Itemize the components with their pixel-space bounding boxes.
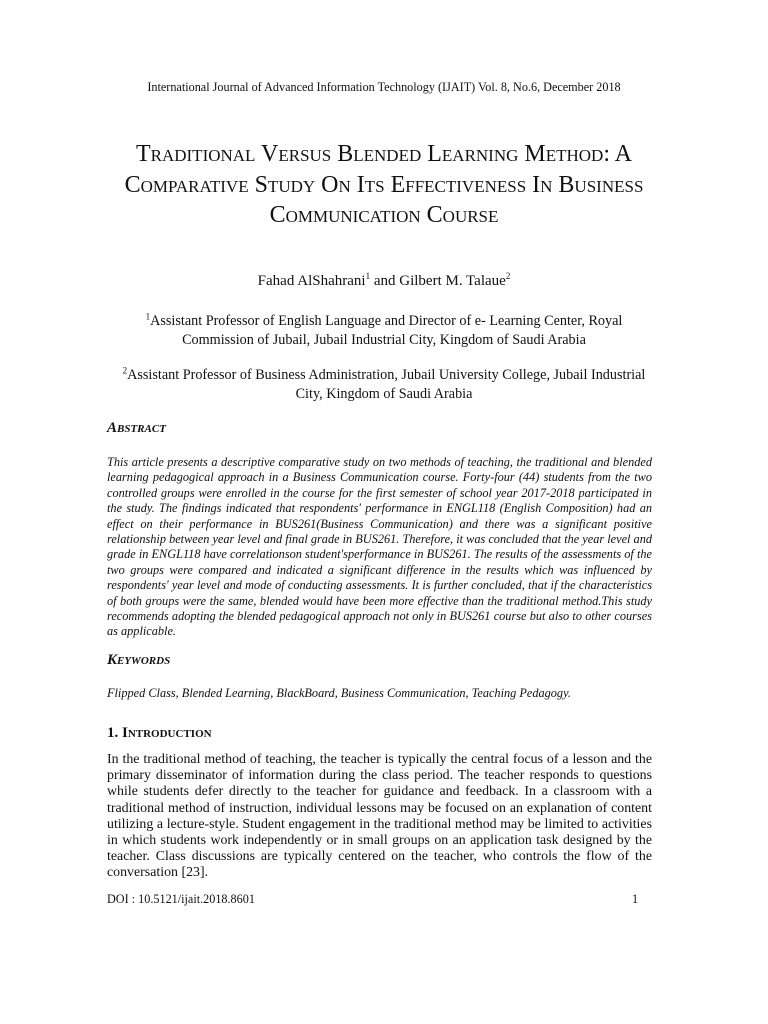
affiliation-superscript: 2 [122, 365, 128, 376]
doi-footer: DOI : 10.5121/ijait.2018.8601 [107, 892, 255, 906]
author-conjunction: and [370, 273, 400, 289]
keywords-heading: Keywords [107, 652, 171, 668]
affiliation-text: Assistant Professor of English Language and Director of e- Learning Center, Royal Commission of Jubail, Jubail Industrial City, Kingdom of Saudi Arabia [150, 313, 623, 348]
author-line [0, 273, 768, 290]
author-superscript: 2 [505, 271, 511, 281]
keywords-body: Flipped Class, Blended Learning, BlackBoard, Business Communication, Teaching Pedagogy. [107, 686, 571, 700]
page-number: 1 [632, 892, 639, 906]
author-name: Fahad AlShahrani [257, 273, 366, 289]
paper-title: Traditional Versus Blended Learning Method: A Comparative Study On Its Effectiveness In Business Communication Course [124, 141, 644, 228]
introduction-heading: 1. Introduction [107, 725, 212, 741]
affiliation [110, 366, 658, 403]
introduction-body: In the traditional method of teaching, the teacher is typically the central focus of a lesson and the primary disseminator of information during the class period. The teacher responds to questions while students defer directly to the teacher for guidance and feedback. In a classroom with a traditional method of instruction, individual lessons may be focused on an explanation of content utilizing a lecture-style. Student engagement in the traditional method may be limited to activities in which students work independently or in small groups on an application task designed by the teacher. Class discussions are typically centered on the teacher, who controls the flow of the conversation [23]. [107, 752, 652, 881]
abstract-body: This article presents a descriptive comparative study on two methods of teaching, the traditional and blended learning pedagogical approach in a Business Communication course. Forty-four (44) students from the two controlled groups were enrolled in the course for the first semester of school year 2017-2018 participated in the study. The findings indicated that respondents' performance in ENGL118 (English Composition) had an effect on their performance in BUS261(Business Communication) and there was a significant positive relationship between year level and final grade in BUS261. Therefore, it was concluded that the year level and grade in ENGL118 have correlationson student'sperformance in BUS261. The results of the assessments of the two groups were compared and indicated a significant difference in the results which was influenced by respondents' year level and mode of conducting assessments. It is further concluded, that if the characteristics of both groups were the same, blended would have been more effective than the traditional method.This study recommends adopting the blended pedagogical approach not only in BUS261 course but also to other courses as applicable. [107, 455, 652, 639]
affiliation-text: Assistant Professor of Business Administration, Jubail University College, Jubail Industrial City, Kingdom of Saudi Arabia [127, 367, 646, 402]
running-head: International Journal of Advanced Information Technology (IJAIT) Vol. 8, No.6, December 2018 [147, 80, 621, 94]
affiliation-superscript: 1 [145, 311, 151, 322]
author-superscript: 1 [365, 271, 371, 281]
author-name: Gilbert M. Talaue [399, 273, 506, 289]
affiliation [110, 312, 658, 349]
abstract-heading: Abstract [107, 420, 166, 436]
